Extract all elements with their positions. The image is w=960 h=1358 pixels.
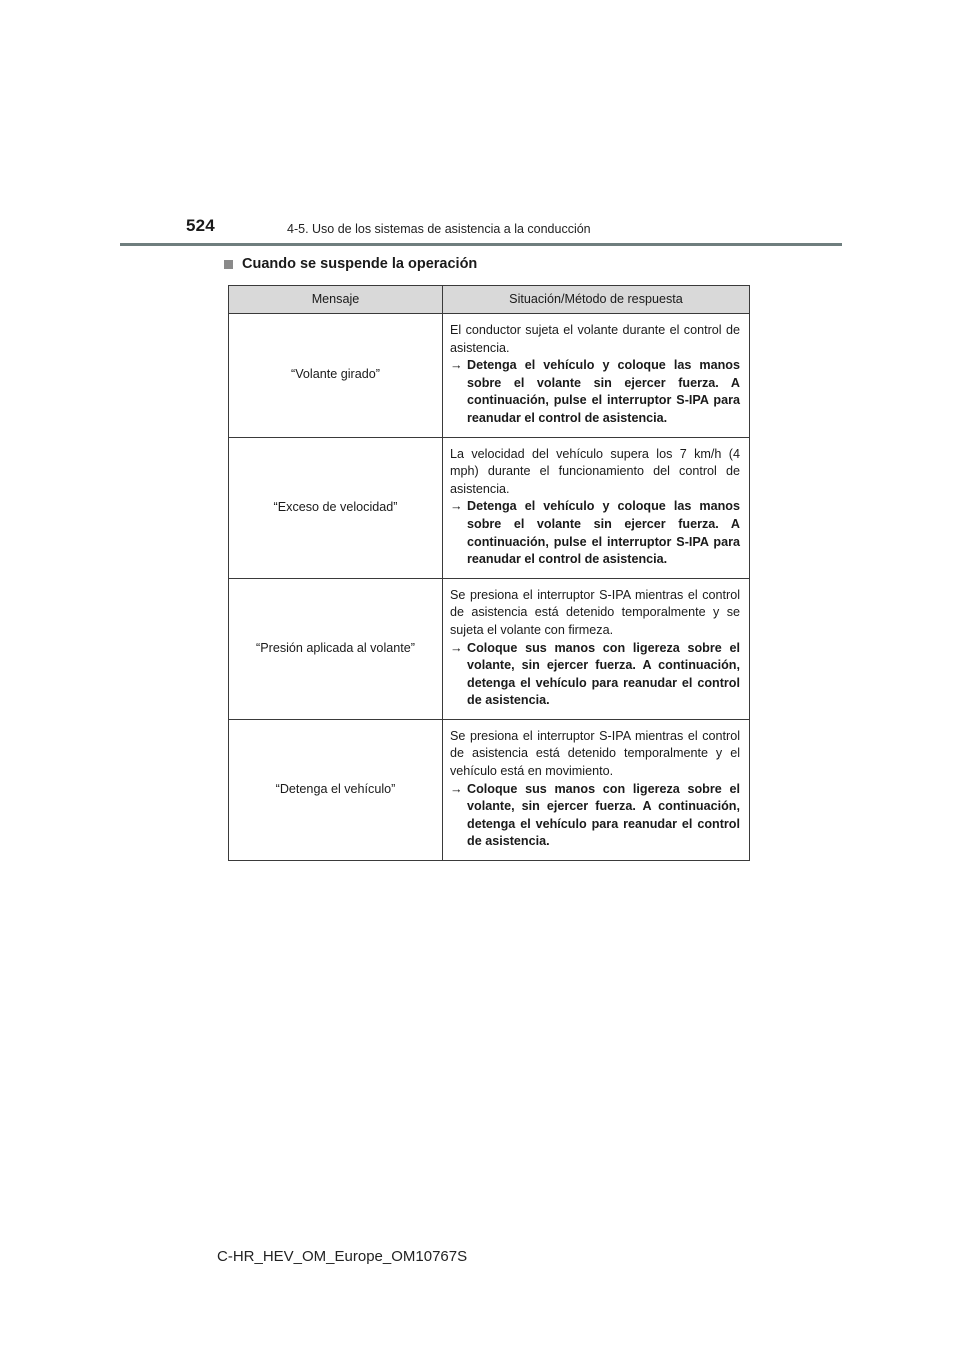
action-line <box>450 498 740 568</box>
arrow-right-icon: → <box>450 358 463 373</box>
message-table <box>228 285 750 861</box>
document-footer: C-HR_HEV_OM_Europe_OM10767S <box>217 1248 468 1265</box>
table-row <box>229 578 750 719</box>
situation-text: Se presiona el interruptor S-IPA mientras el control de asistencia está detenido temporalmente y se sujeta el volante con firmeza. <box>450 587 740 637</box>
action-text: Coloque sus manos con ligereza sobre el volante, sin ejercer fuerza. A continuación, detenga el vehículo para reanudar el control de asistencia. <box>467 781 740 849</box>
action-line <box>450 357 740 427</box>
column-header-message: Mensaje <box>229 286 443 314</box>
message-cell: “Detenga el vehículo” <box>229 719 443 860</box>
bullet-square-icon <box>224 260 233 269</box>
situation-cell <box>443 437 750 578</box>
situation-cell <box>443 578 750 719</box>
page-number: 524 <box>186 216 215 235</box>
situation-text: La velocidad del vehículo supera los 7 km/h (4 mph) durante el funcionamiento del control de asistencia. <box>450 446 740 496</box>
situation-cell <box>443 314 750 438</box>
situation-text: El conductor sujeta el volante durante el control de asistencia. <box>450 323 740 355</box>
section-title: 4-5. Uso de los sistemas de asistencia a la conducción <box>287 222 591 236</box>
action-line <box>450 781 740 851</box>
table-header-row <box>229 286 750 314</box>
arrow-right-icon: → <box>450 499 463 514</box>
message-cell: “Presión aplicada al volante” <box>229 578 443 719</box>
message-cell: “Volante girado” <box>229 314 443 438</box>
subsection-heading <box>224 256 477 272</box>
action-line <box>450 640 740 710</box>
arrow-right-icon: → <box>450 640 463 655</box>
arrow-right-icon: → <box>450 781 463 796</box>
situation-text: Se presiona el interruptor S-IPA mientras el control de asistencia está detenido temporalmente y el vehículo está en movimiento. <box>450 728 740 779</box>
message-cell: “Exceso de velocidad” <box>229 437 443 578</box>
table-row <box>229 437 750 578</box>
action-text: Coloque sus manos con ligereza sobre el volante, sin ejercer fuerza. A continuación, detenga el vehículo para reanudar el control de asistencia. <box>467 640 740 708</box>
column-header-situation: Situación/Método de respuesta <box>443 286 750 314</box>
situation-cell <box>443 719 750 860</box>
table-row <box>229 719 750 860</box>
heading-text: Cuando se suspende la operación <box>242 256 478 272</box>
action-text: Detenga el vehículo y coloque las manos sobre el volante sin ejercer fuerza. A continuación, pulse el interruptor S-IPA para reanudar el control de asistencia. <box>467 358 740 425</box>
action-text: Detenga el vehículo y coloque las manos sobre el volante sin ejercer fuerza. A continuación, pulse el interruptor S-IPA para reanudar el control de asistencia. <box>467 499 740 567</box>
header-rule <box>120 243 842 246</box>
table-row <box>229 314 750 438</box>
